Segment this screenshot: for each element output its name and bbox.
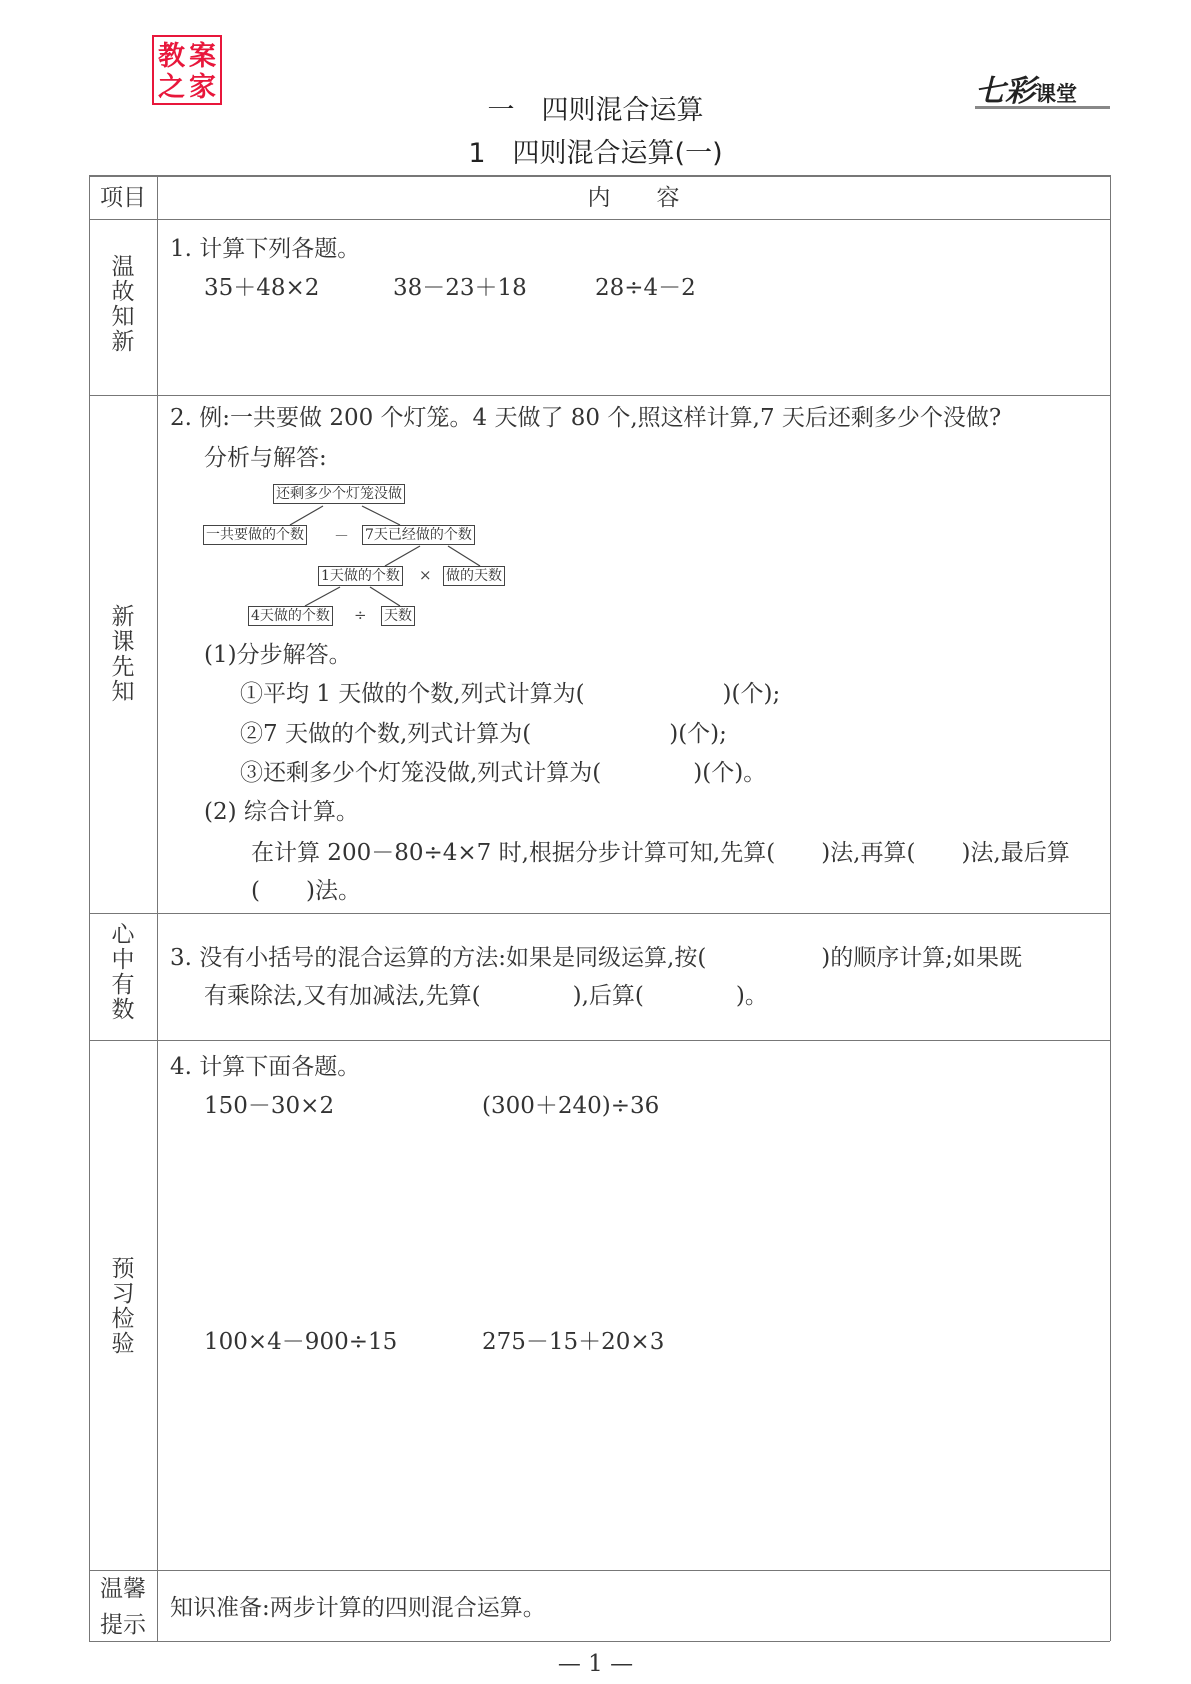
watermark-char: 教 <box>158 41 185 72</box>
connector-line <box>370 587 400 606</box>
tip-text: 知识准备:两步计算的四则混合运算。 <box>170 1595 546 1621</box>
q2-question: 2. 例:一共要做 200 个灯笼。4 天做了 80 个,照这样计算,7 天后还剩多少个没做? <box>170 405 1002 431</box>
diagram-node-days: 做的天数 <box>443 566 505 586</box>
diagram-node-total: 一共要做的个数 <box>203 525 307 545</box>
diagram-node-done-7days: 7天已经做的个数 <box>362 525 475 545</box>
watermark-char: 案 <box>189 41 216 72</box>
table-border <box>89 1641 1110 1642</box>
row-label-review: 温故知新 <box>111 254 135 355</box>
part1-label: (1)分步解答。 <box>204 642 352 668</box>
unit-title: 一 四则混合运算 <box>487 95 704 126</box>
row-divider <box>89 1040 1110 1041</box>
brand-logo-sub: 课堂 <box>1035 82 1077 106</box>
connector-line <box>305 587 340 606</box>
row-label-tip-line1: 温馨 <box>100 1576 146 1602</box>
step-3: ③还剩多少个灯笼没做,列式计算为( )(个)。 <box>240 760 767 786</box>
diagram-operator: × <box>419 566 432 584</box>
q3-line2: 有乘除法,又有加减法,先算( ),后算( )。 <box>204 983 768 1009</box>
q3-line1: 3. 没有小括号的混合运算的方法:如果是同级运算,按( )的顺序计算;如果既 <box>170 945 1023 971</box>
row-label-preview: 新课先知 <box>111 604 135 705</box>
q4-title: 4. 计算下面各题。 <box>170 1054 361 1080</box>
q1-expression: 35＋48×2 <box>204 275 320 301</box>
row-divider <box>89 913 1110 914</box>
q4-expression: 275－15＋20×3 <box>482 1329 665 1355</box>
q4-expression: 100×4－900÷15 <box>204 1329 398 1355</box>
row-label-tip-line2: 提示 <box>100 1612 146 1638</box>
page-number: — 1 — <box>557 1651 634 1677</box>
diagram-node-per-day: 1天做的个数 <box>318 566 403 586</box>
lesson-title: 1 四则混合运算(一) <box>468 138 723 169</box>
connector-line <box>385 546 420 566</box>
diagram-node-day-count: 天数 <box>381 606 415 626</box>
row-divider <box>89 1570 1110 1571</box>
q1-title: 1. 计算下列各题。 <box>170 236 361 262</box>
part2-label: (2) 综合计算。 <box>204 799 359 825</box>
connector-line <box>290 506 323 525</box>
part2-line1: 在计算 200－80÷4×7 时,根据分步计算可知,先算( )法,再算( )法,最后算 <box>251 840 1070 866</box>
part2-line2: ( )法。 <box>251 878 361 904</box>
q4-expression: (300＋240)÷36 <box>482 1093 660 1119</box>
q1-expression: 28÷4－2 <box>595 275 696 301</box>
analysis-label: 分析与解答: <box>204 445 327 471</box>
step-2: ②7 天做的个数,列式计算为( )(个); <box>240 721 727 747</box>
brand-logo-main: 七彩 <box>975 74 1035 109</box>
connector-line <box>448 546 480 566</box>
diagram-node-4days: 4天做的个数 <box>248 606 333 626</box>
diagram-node-root: 还剩多少个灯笼没做 <box>273 484 405 504</box>
row-label-summary: 心中有数 <box>111 922 135 1023</box>
step-1: ①平均 1 天做的个数,列式计算为( )(个); <box>240 681 781 707</box>
diagram-operator: － <box>334 527 350 545</box>
q1-expression: 38－23＋18 <box>393 275 527 301</box>
q4-expression: 150－30×2 <box>204 1093 335 1119</box>
diagram-connectors <box>0 0 1191 700</box>
diagram-operator: ÷ <box>354 606 367 624</box>
row-label-practice: 预习检验 <box>111 1256 135 1357</box>
col-header-item: 项目 <box>100 185 146 211</box>
connector-line <box>362 506 400 525</box>
col-header-content: 内 容 <box>587 185 680 211</box>
watermark-char: 家 <box>189 72 216 103</box>
watermark-char: 之 <box>158 72 185 103</box>
